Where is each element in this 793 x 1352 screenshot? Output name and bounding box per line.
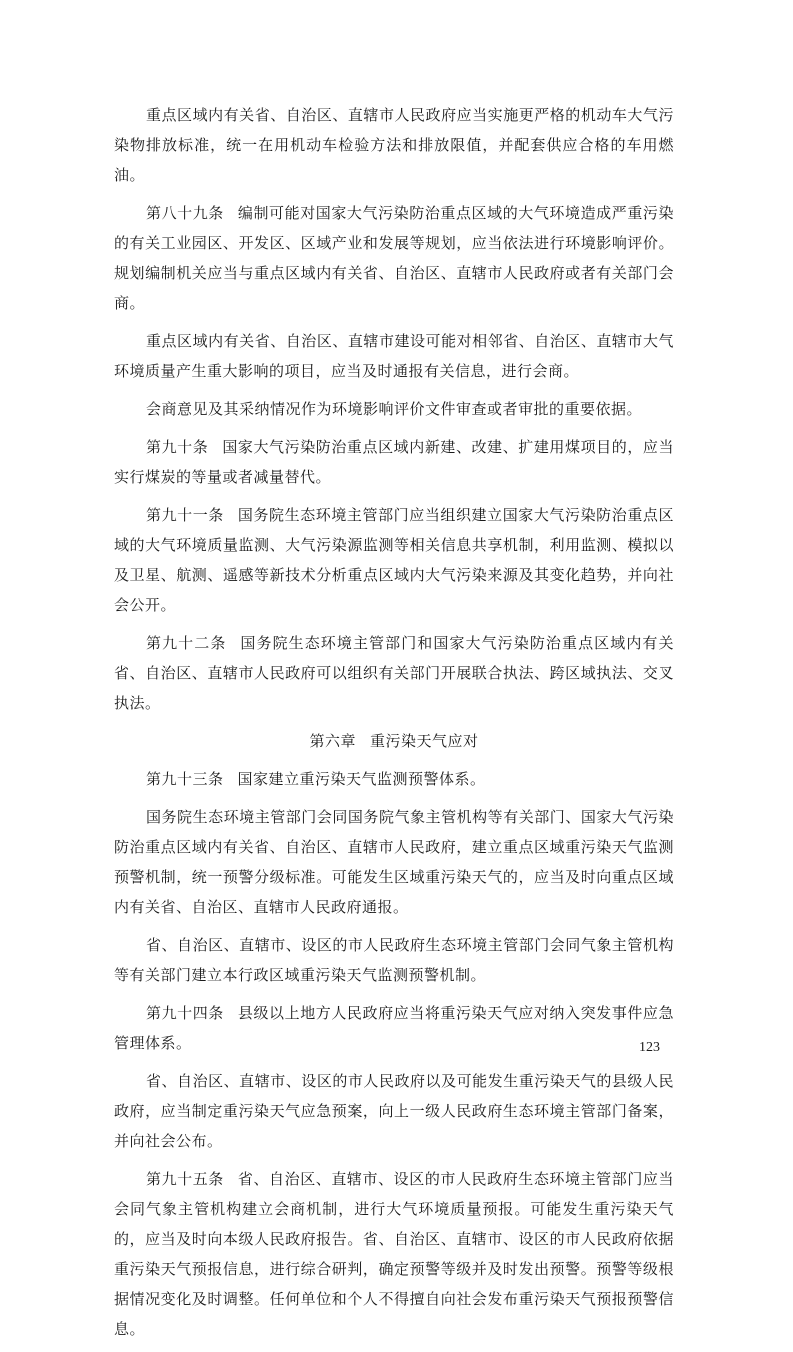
paragraph-text: 国务院生态环境主管部门会同国务院气象主管机构等有关部门、国家大气污染防治重点区域内有关省、自治区、直辖市人民政府，建立重点区域重污染天气监测预警机制，统一预警分级标准。可能发生区域重污染天气的，应当及时向重点区域内有关省、自治区、直辖市人民政府通报。 (114, 808, 674, 916)
paragraph (114, 100, 674, 190)
paragraph (114, 802, 674, 922)
chapter-title: 重污染天气应对 (370, 732, 479, 750)
paragraph-text: 国务院生态环境主管部门应当组织建立国家大气污染防治重点区域的大气环境质量监测、大气污染源监测等相关信息共享机制，利用监测、模拟以及卫星、航测、遥感等新技术分析重点区域内大气污染来源及其变化趋势，并向社会公开。 (114, 506, 674, 614)
paragraph (114, 930, 674, 990)
article-number: 第九十一条 (146, 506, 224, 524)
article-number: 第九十二条 (146, 634, 227, 652)
paragraph (114, 198, 674, 318)
page-number: 123 (639, 1040, 660, 1055)
paragraph (114, 1164, 674, 1344)
article-number: 第八十九条 (146, 204, 224, 222)
paragraph (114, 394, 674, 424)
paragraph-text: 重点区域内有关省、自治区、直辖市人民政府应当实施更严格的机动车大气污染物排放标准，统一在用机动车检验方法和排放限值，并配套供应合格的车用燃油。 (114, 106, 674, 184)
paragraph-text: 国家建立重污染天气监测预警体系。 (237, 770, 486, 788)
paragraph (114, 1066, 674, 1156)
article-number: 第九十五条 (146, 1170, 224, 1188)
paragraph (114, 998, 674, 1058)
article-number: 第九十三条 (146, 770, 224, 788)
paragraph-text: 国务院生态环境主管部门和国家大气污染防治重点区域内有关省、自治区、直辖市人民政府可以组织有关部门开展联合执法、跨区域执法、交叉执法。 (114, 634, 674, 712)
section-before-chapter (114, 100, 674, 718)
paragraph (114, 326, 674, 386)
article-number: 第九十四条 (146, 1004, 224, 1022)
paragraph-text: 国家大气污染防治重点区域内新建、改建、扩建用煤项目的，应当实行煤炭的等量或者减量替代。 (114, 438, 674, 486)
paragraph-text: 编制可能对国家大气污染防治重点区域的大气环境造成严重污染的有关工业园区、开发区、区域产业和发展等规划，应当依法进行环境影响评价。规划编制机关应当与重点区域内有关省、自治区、直辖市人民政府或者有关部门会商。 (114, 204, 674, 312)
document-page (114, 100, 674, 1352)
paragraph (114, 432, 674, 492)
chapter-heading (114, 726, 674, 756)
paragraph (114, 628, 674, 718)
chapter-number: 第六章 (309, 732, 356, 750)
paragraph-text: 会商意见及其采纳情况作为环境影响评价文件审查或者审批的重要依据。 (146, 400, 643, 418)
section-after-chapter (114, 764, 674, 1344)
paragraph-text: 省、自治区、直辖市、设区的市人民政府以及可能发生重污染天气的县级人民政府，应当制定重污染天气应急预案，向上一级人民政府生态环境主管部门备案，并向社会公布。 (114, 1072, 674, 1150)
paragraph (114, 764, 674, 794)
paragraph-text: 省、自治区、直辖市、设区的市人民政府生态环境主管部门应当会同气象主管机构建立会商机制，进行大气环境质量预报。可能发生重污染天气的，应当及时向本级人民政府报告。省、自治区、直辖市、设区的市人民政府依据重污染天气预报信息，进行综合研判，确定预警等级并及时发出预警。预警等级根据情况变化及时调整。任何单位和个人不得擅自向社会发布重污染天气预报预警信息。 (114, 1170, 674, 1338)
paragraph-text: 重点区域内有关省、自治区、直辖市建设可能对相邻省、自治区、直辖市大气环境质量产生重大影响的项目，应当及时通报有关信息，进行会商。 (114, 332, 674, 380)
paragraph-text: 省、自治区、直辖市、设区的市人民政府生态环境主管部门会同气象主管机构等有关部门建立本行政区域重污染天气监测预警机制。 (114, 936, 674, 984)
paragraph-text: 县级以上地方人民政府应当将重污染天气应对纳入突发事件应急管理体系。 (114, 1004, 674, 1052)
article-number: 第九十条 (146, 438, 209, 456)
paragraph (114, 500, 674, 620)
